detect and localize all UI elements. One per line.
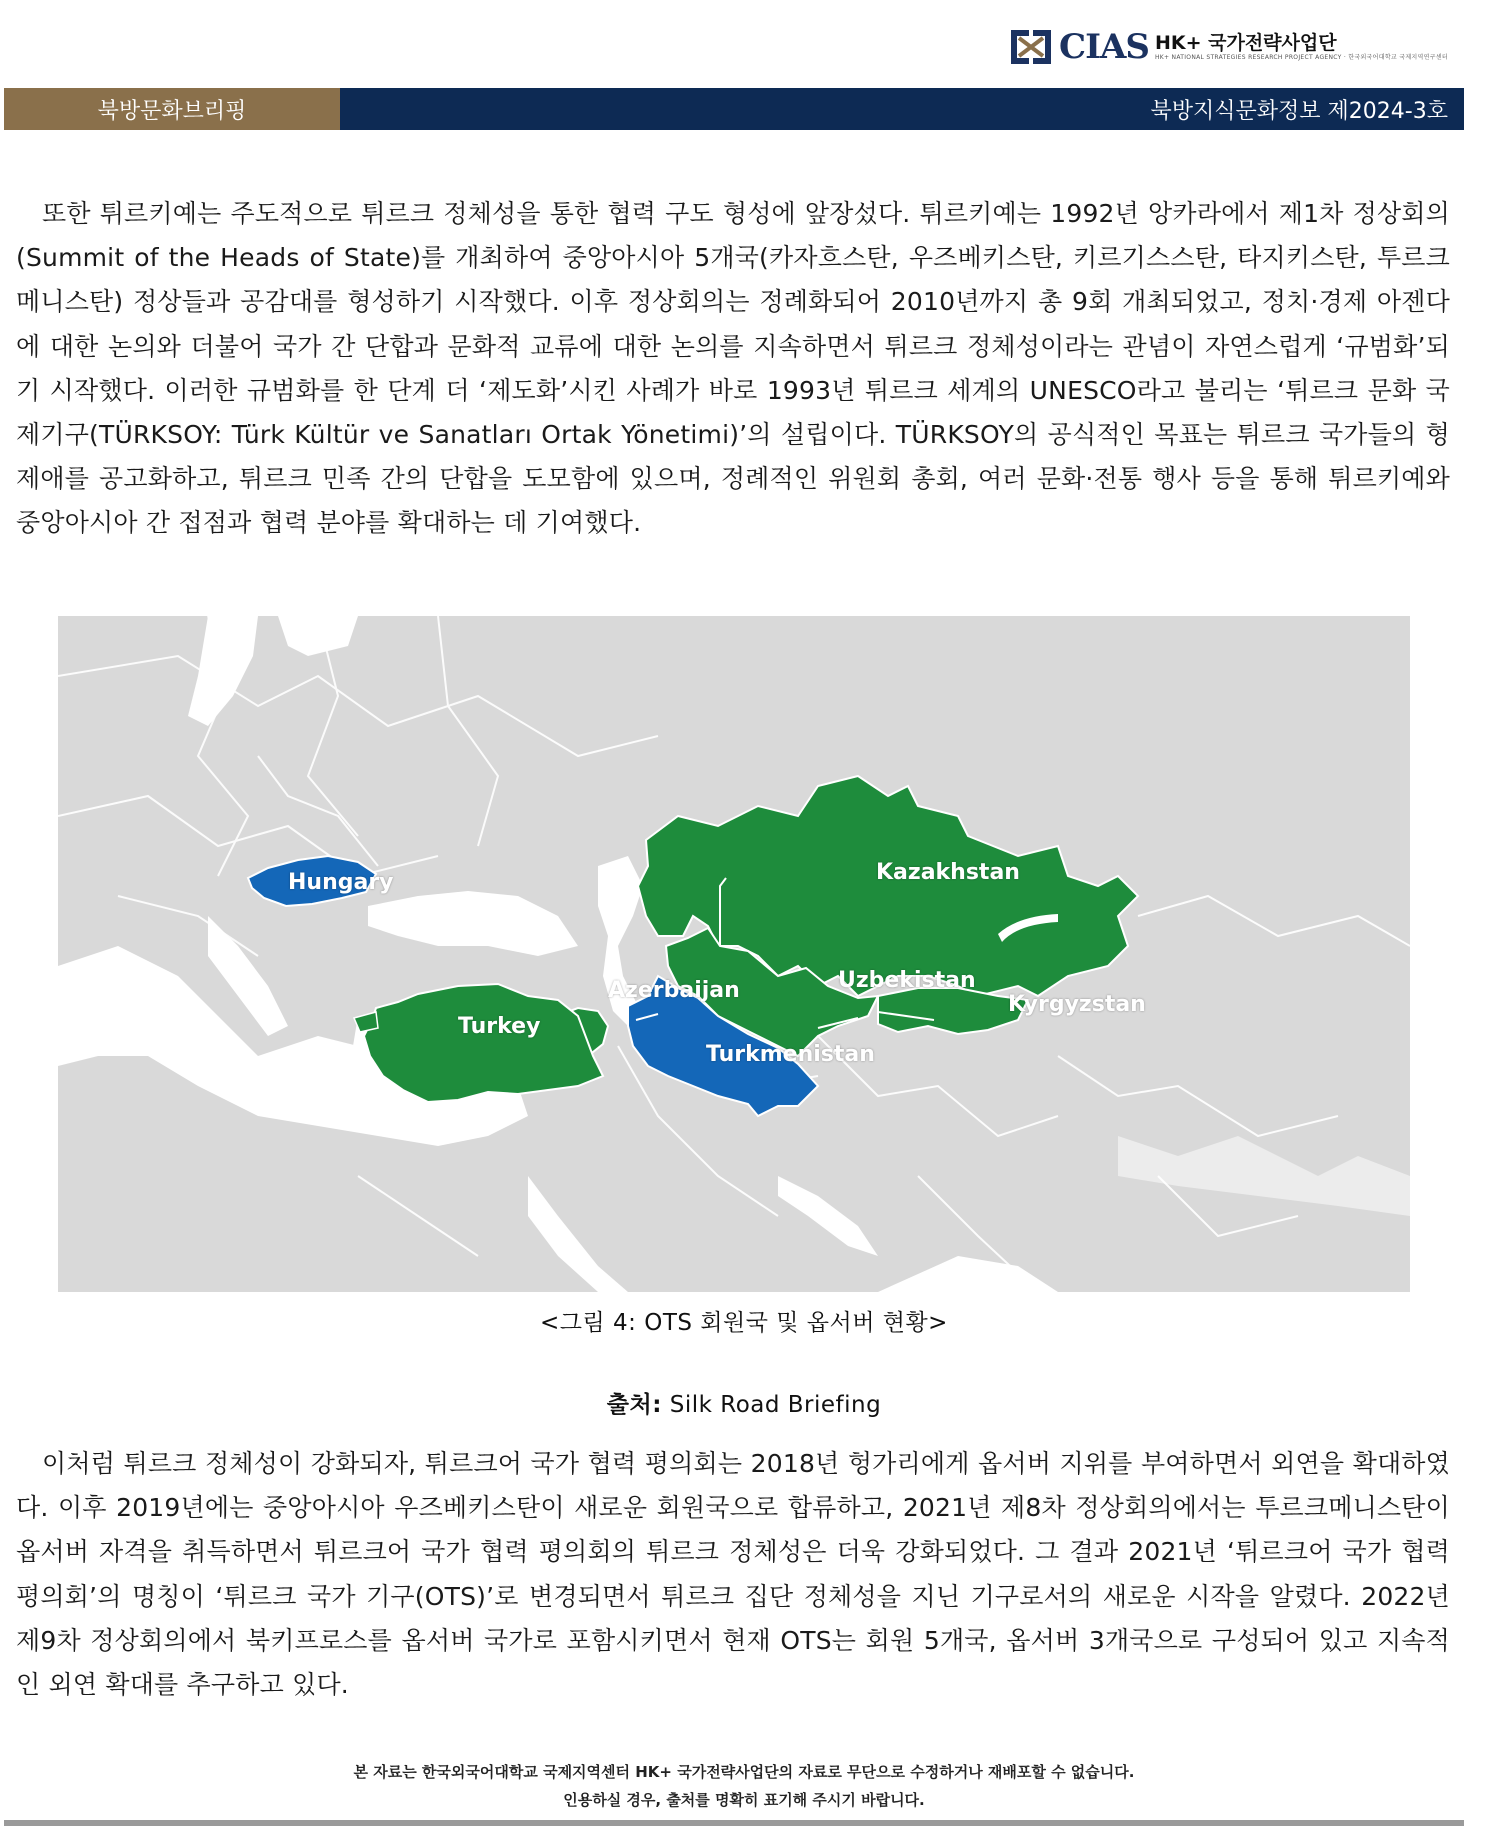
map-label-kyrgyzstan: Kyrgyzstan xyxy=(1008,992,1146,1017)
map-label-kazakhstan: Kazakhstan xyxy=(876,860,1020,885)
map-label-hungary: Hungary xyxy=(288,870,394,895)
logo-subtitle: HK+ NATIONAL STRATEGIES RESEARCH PROJECT AGENCY · 한국외국어대학교 국제지역연구센터 xyxy=(1154,54,1448,61)
map-label-azerbaijan: Azerbaijan xyxy=(608,978,740,1003)
issue-label: 북방지식문화정보 제2024-3호 xyxy=(340,88,1464,130)
body-paragraph-2: 이처럼 튀르크 정체성이 강화되자, 튀르크어 국가 협력 평의회는 2018년 헝가리에게 옵서버 지위를 부여하면서 외연을 확대하였다. 이후 2019년에는 중앙아시아 우즈베키스탄이 새로운 회원국으로 합류하고, 2021년 제8차 정상회의에서는 투르크메니스탄이 옵서버 자격을 취득하면서 튀르크어 국가 협력 평의회의 튀르크 정체성은 더욱 강화되었다. 그 결과 2021년 ‘튀르크어 국가 협력 평의회’의 명칭이 ‘튀르크 국가 기구(OTS)’로 변경되면서 튀르크 집단 정체성을 지닌 기구로서의 새로운 시작을 알렸다. 2022년 제9차 정상회의에서 북키프로스를 옵서버 국가로 포함시키면서 현재 OTS는 회원 5개국, 옵서버 3개국으로 구성되어 있고 지속적인 외연 확대를 추구하고 있다. xyxy=(16,1449,1450,1700)
header-logo xyxy=(1007,22,1448,72)
ots-map-figure xyxy=(58,616,1410,1292)
figure-caption: <그림 4: OTS 회원국 및 옵서버 현황> xyxy=(540,1310,948,1336)
cias-emblem-icon xyxy=(1007,24,1055,70)
map-label-turkey: Turkey xyxy=(458,1014,541,1039)
figure-source-value: Silk Road Briefing xyxy=(669,1392,882,1418)
footer-divider xyxy=(4,1820,1464,1826)
map-label-turkmenistan: Turkmenistan xyxy=(706,1042,875,1067)
ots-map xyxy=(58,616,1410,1292)
figure-source xyxy=(0,1386,1488,1419)
map-label-uzbekistan: Uzbekistan xyxy=(838,968,976,993)
logo-cias-text: CIAS xyxy=(1059,27,1149,67)
figure-source-label: 출처: xyxy=(606,1392,662,1418)
logo-title: HK+ 국가전략사업단 xyxy=(1154,32,1337,54)
header-bar xyxy=(4,88,1464,130)
footer-copyright: 본 자료는 한국외국어대학교 국제지역센터 HK+ 국가전략사업단의 자료로 무단으로 수정하거나 재배포할 수 없습니다. xyxy=(353,1763,1135,1781)
body-paragraph-1: 또한 튀르키예는 주도적으로 튀르크 정체성을 통한 협력 구도 형성에 앞장섰다. 튀르키예는 1992년 앙카라에서 제1차 정상회의(Summit of the Heads of State)를 개최하여 중앙아시아 5개국(카자흐스탄, 우즈베키스탄, 키르기스스탄, 타지키스탄, 투르크메니스탄) 정상들과 공감대를 형성하기 시작했다. 이후 정상회의는 정례화되어 2010년까지 총 9회 개최되었고, 정치·경제 아젠다에 대한 논의와 더불어 국가 간 단합과 문화적 교류에 대한 논의를 지속하면서 튀르크 정체성이라는 관념이 자연스럽게 ‘규범화’되기 시작했다. 이러한 규범화를 한 단계 더 ‘제도화’시킨 사례가 바로 1993년 튀르크 세계의 UNESCO라고 불리는 ‘튀르크 문화 국제기구(TÜRKSOY: Türk Kültür ve Sanatları Ortak Yönetimi)’의 설립이다. TÜRKSOY의 공식적인 목표는 튀르크 국가들의 형제애를 공고화하고, 튀르크 민족 간의 단합을 도모함에 있으며, 정례적인 위원회 총회, 여러 문화·전통 행사 등을 통해 튀르키예와 중앙아시아 간 접점과 협력 분야를 확대하는 데 기여했다. xyxy=(16,199,1450,538)
section-label: 북방문화브리핑 xyxy=(4,88,340,130)
footer-citation-note: 인용하실 경우, 출처를 명확히 표기해 주시기 바랍니다. xyxy=(563,1791,925,1809)
